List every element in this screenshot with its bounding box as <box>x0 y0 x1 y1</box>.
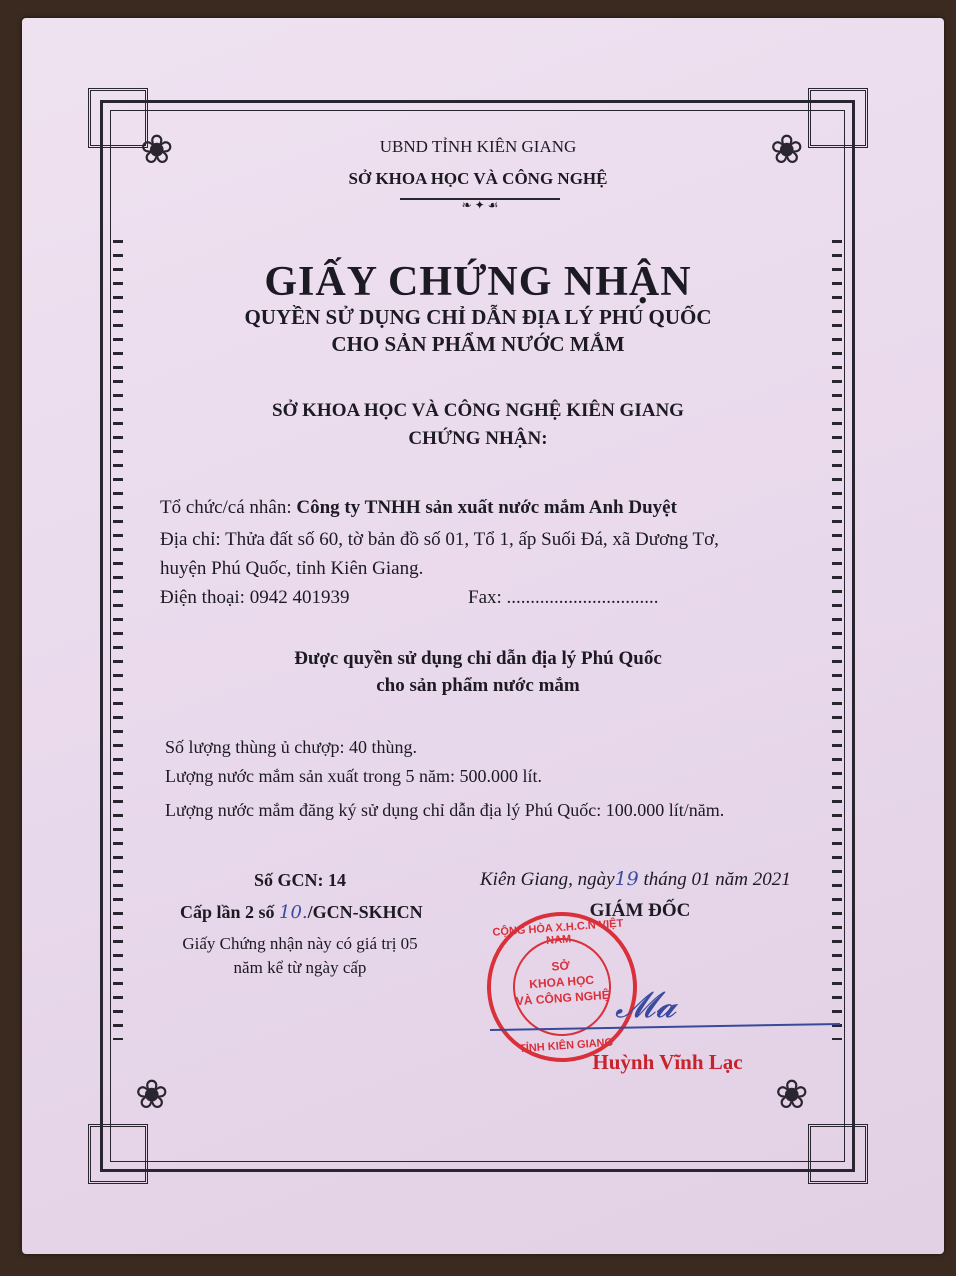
corner-ornament <box>808 1124 868 1184</box>
stamp-center-2: KHOA HỌC <box>528 972 595 992</box>
signer-position: GIÁM ĐỐC <box>589 900 691 921</box>
address-line2: huyện Phú Quốc, tỉnh Kiên Giang. <box>160 558 424 579</box>
issue-number <box>180 902 423 923</box>
validity-line1: Giấy Chứng nhận này có giá trị 05 <box>182 934 418 953</box>
stamp-center-1: SỞ <box>550 958 571 974</box>
flower-ornament-icon: ❀ <box>135 1072 169 1117</box>
handwritten-number: 10. <box>279 902 308 923</box>
handwritten-day: 19 <box>614 868 639 890</box>
stamp-center-3: VÀ CÔNG NGHỆ <box>515 987 611 1009</box>
left-vine-ornament <box>113 240 123 1040</box>
org-value: Công ty TNHH sản xuất nước mắm Anh Duyệt <box>296 497 677 518</box>
divider-ornament: ❧ ✦ ☙ <box>400 198 560 212</box>
date-prefix: Kiên Giang, ngày <box>480 869 615 890</box>
subtitle-line1: QUYỀN SỬ DỤNG CHỈ DẪN ĐỊA LÝ PHÚ QUỐC <box>244 305 712 329</box>
org-label: Tổ chức/cá nhân: <box>160 497 292 518</box>
signer-name: Huỳnh Vĩnh Lạc <box>592 1050 743 1074</box>
cert-number: Số GCN: 14 <box>253 870 346 890</box>
stamp-ring-top: CỘNG HÒA X.H.C.N VIỆT NAM <box>492 917 624 947</box>
flower-ornament-icon: ❀ <box>140 127 174 172</box>
authority: UBND TỈNH KIÊN GIANG <box>379 137 577 156</box>
phone: Điện thoại: 0942 401939 <box>160 587 350 608</box>
grant-line2: cho sản phẩm nước mắm <box>376 675 580 696</box>
certifier-line1: SỞ KHOA HỌC VÀ CÔNG NGHỆ KIÊN GIANG <box>272 400 684 421</box>
detail-vats: Số lượng thùng ủ chượp: 40 thùng. <box>165 737 418 757</box>
flower-ornament-icon: ❀ <box>775 1072 809 1117</box>
stamp-center <box>510 935 615 1040</box>
signature-scribble: 𝓜𝓪 <box>615 985 677 1026</box>
issue-prefix: Cấp lần 2 số <box>180 902 280 922</box>
stamp-ring-bottom: TỈNH KIÊN GIANG <box>518 1036 614 1056</box>
right-vine-ornament <box>832 240 842 1040</box>
page-title: GIẤY CHỨNG NHẬN <box>264 259 692 305</box>
subtitle-line2: CHO SẢN PHẨM NƯỚC MẮM <box>331 332 625 356</box>
validity-line2: năm kể từ ngày cấp <box>233 958 367 977</box>
detail-production: Lượng nước mắm sản xuất trong 5 năm: 500.000 lít. <box>165 766 542 786</box>
grant-line1: Được quyền sử dụng chỉ dẫn địa lý Phú Quốc <box>294 648 662 669</box>
detail-registered: Lượng nước mắm đăng ký sử dụng chỉ dẫn địa lý Phú Quốc: 100.000 lít/năm. <box>165 800 725 820</box>
department: SỞ KHOA HỌC VÀ CÔNG NGHỆ <box>348 169 608 188</box>
corner-ornament <box>88 1124 148 1184</box>
fax: Fax: ................................ <box>468 587 659 608</box>
flower-ornament-icon: ❀ <box>770 127 804 172</box>
issue-date <box>480 868 791 891</box>
date-suffix: tháng 01 năm 2021 <box>638 869 791 890</box>
certifier-line2: CHỨNG NHẬN: <box>408 428 548 449</box>
address-line1: Địa chỉ: Thửa đất số 60, tờ bản đồ số 01, Tổ 1, ấp Suối Đá, xã Dương Tơ, <box>160 529 719 550</box>
holder-org <box>160 497 677 519</box>
issue-suffix: /GCN-SKHCN <box>307 902 423 922</box>
